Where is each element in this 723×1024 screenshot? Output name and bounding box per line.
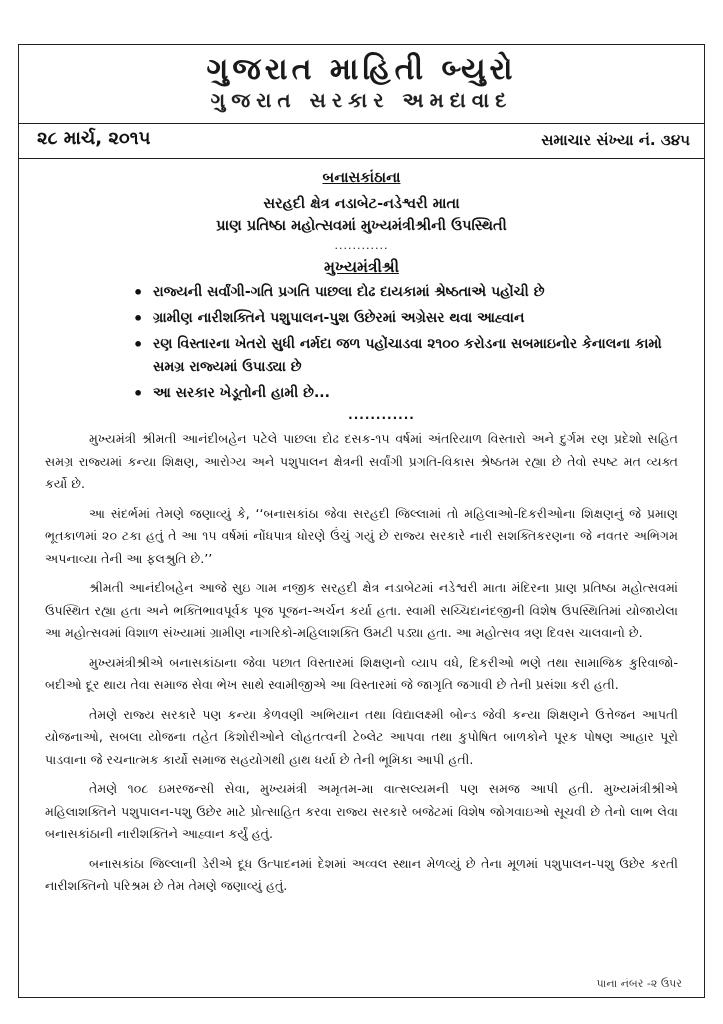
highlight-item: • ગ્રામીણ નારીશક્તિને પશુપાલન-પુશ ઉછેરમાં અગ્રેસર થવા આહ્વાન bbox=[133, 307, 678, 330]
page-continuation-note: પાના નંબર -૨ ઉપર bbox=[596, 977, 682, 990]
body-paragraph: તેમણે રાજ્ય સરકારે પણ કન્યા કેળવણી અભિયાન તથા વિદ્યાલક્ષ્મી બોન્ડ જેવી કન્યા શિક્ષણને ઉત્તેજન આપતી યોજનાઓ, સબલા યોજના તહેત કિશોરીઓને લોહતત્વની ટેબ્લેટ આપવા તથા કુપોષિત બાળકોને પૂરક પોષણ આહાર પૂરો પાડવાના જે રચનાત્મક કાર્યો સમાજ સહયોગથી હાથ ધર્યા છે તેની ભૂમિકા આપી હતી. bbox=[45, 706, 678, 767]
masthead bbox=[19, 45, 704, 124]
highlight-list bbox=[45, 281, 678, 405]
body-paragraph: બનાસકાંઠા જિલ્લાની ડેરીએ દૂધ ઉત્પાદનમાં દેશમાં અવ્વલ સ્થાન મેળવ્યું છે તેના મૂળમાં પશુપાલન-પશુ ઉછેર કરતી નારીશક્તિનો પરિશ્રમ છે તેમ તેમણે જણાવ્યું હતું. bbox=[45, 855, 678, 893]
headline-event: પ્રાણ પ્રતિષ્ઠા મહોત્સવમાં મુખ્યમંત્રીશ્રીની ઉપસ્થિતી bbox=[216, 218, 507, 234]
highlight-item: • રાજ્યની સર્વાંગી-ગતિ પ્રગતિ પાછલા દોઢ દાયકામાં શ્રેષ્ઠતાએ પહોંચી છે bbox=[133, 281, 678, 304]
body-paragraph: શ્રીમતી આનંદીબહેન આજે સુઇ ગામ નજીક સરહદી ક્ષેત્ર નડાબેટમાં નડેશ્વરી માતા મંદિરના પ્રાણ પ્રતિષ્ઠા મહોત્સવમાં ઉપસ્થિત રહ્યા હતા અને ભક્તિભાવપૂર્વક પૂજ પૂજન-અર્ચન કર્યા હતા. સ્વામી સચ્ચિદાનંદજીની વિશેષ ઉપસ્થિતિમાં યોજાયેલા આ મહોત્સવમાં વિશાળ સંખ્યામાં ગ્રામીણ નાગરિકો-મહિલાશક્તિ ઉમટી પડ્યા હતા. આ મહોત્સવ ત્રણ દિવસ ચાલવાનો છે. bbox=[45, 580, 678, 640]
section-title: મુખ્યમંત્રીશ્રી bbox=[323, 258, 400, 276]
release-date: ૨૮ માર્ચ, ૨૦૧૫ bbox=[37, 128, 151, 149]
bureau-subtitle: ગુજરાત સરકાર અમદાવાદ bbox=[210, 88, 513, 112]
headline-separator: ............ bbox=[334, 239, 389, 252]
highlight-item: • આ સરકાર ખેડૂતોની હામી છે... bbox=[133, 382, 678, 405]
release-content bbox=[19, 159, 704, 898]
dateline bbox=[19, 124, 704, 159]
highlight-item: • રણ વિસ્તારના ખેતરો સુધી નર્મદા જળ પહોંચાડવા ૨૧૦૦ કરોડના સબમાઇનોર કેનાલના કામો સમગ્ર રાજ્યમાં ઉપાડ્યા છે bbox=[133, 333, 678, 379]
body-paragraph: આ સંદર્ભમાં તેમણે જણાવ્યું કે, ‘‘બનાસકાંઠા જેવા સરહદી જિલ્લામાં તો મહિલાઓ-દિકરીઓના શિક્ષણનું જે પ્રમાણ ભૂતકાળમાં ૨૦ ટકા હતું તે આ ૧૫ વર્ષમાં નોંધપાત્ર ધોરણે ઉંચું ગયું છે રાજ્ય સરકારે નારી સશક્તિકરણના જે નવતર અભિગમ અપનાવ્યા તેની આ ફલશ્રુતિ છે.’’ bbox=[45, 505, 678, 566]
bureau-title: ગુજરાત માહિતી બ્યુરો bbox=[206, 52, 517, 87]
press-release-frame bbox=[18, 44, 705, 998]
news-number: સમાચાર સંખ્યા નં. ૩૪૫ bbox=[541, 131, 690, 149]
body-paragraph: મુખ્યમંત્રી શ્રીમતી આનંદીબહેન પટેલે પાછલા દોઢ દસક-૧૫ વર્ષમાં અંતરિયાળ વિસ્તારો અને દુર્ગમ રણ પ્રદેશો સહિત સમગ્ર રાજ્યમાં કન્યા શિક્ષણ, આરોગ્ય અને પશુપાલન ક્ષેત્રની સર્વાંગી પ્રગતિ-વિકાસ શ્રેષ્ઠતમ રહ્યા છે તેવો સ્પષ્ટ મત વ્યક્ત કર્યો છે. bbox=[45, 431, 678, 491]
bullets-separator: ............ bbox=[348, 408, 415, 422]
body-paragraph: તેમણે ૧૦૮ ઇમરજન્સી સેવા, મુખ્યમંત્રી અમૃતમ-મા વાત્સલ્યમની પણ સમજ આપી હતી. મુખ્યમંત્રીશ્રીએ મહિલાશક્તિને પશુપાલન-પશુ ઉછેર માટે પ્રોત્સાહિત કરવા રાજ્ય સરકારે બજેટમાં વિશેષ જોગવાઇઓ સૂચવી છે તેનો લાભ લેવા બનાસકાંઠાની નારીશક્તિને આહ્વાન કર્યું હતું. bbox=[45, 781, 678, 841]
body-paragraph: મુખ્યમંત્રીશ્રીએ બનાસકાંઠાના જેવા પછાત વિસ્તારમાં શિક્ષણનો વ્યાપ વધે, દિકરીઓ ભણે તથા સામાજિક કુરિવાજો-બદીઓ દૂર થાય તેવા સમાજ સેવા ભેખ સાથે સ્વામીજીએ આ વિસ્તારમાં જે જાગૃતિ જગાવી છે તેની પ્રસંશા કરી હતી. bbox=[45, 654, 678, 692]
headline-district: બનાસકાંઠાના bbox=[322, 170, 401, 186]
headline-location: સરહદી ક્ષેત્ર નડાબેટ-નડેશ્વરી માતા bbox=[263, 196, 460, 212]
